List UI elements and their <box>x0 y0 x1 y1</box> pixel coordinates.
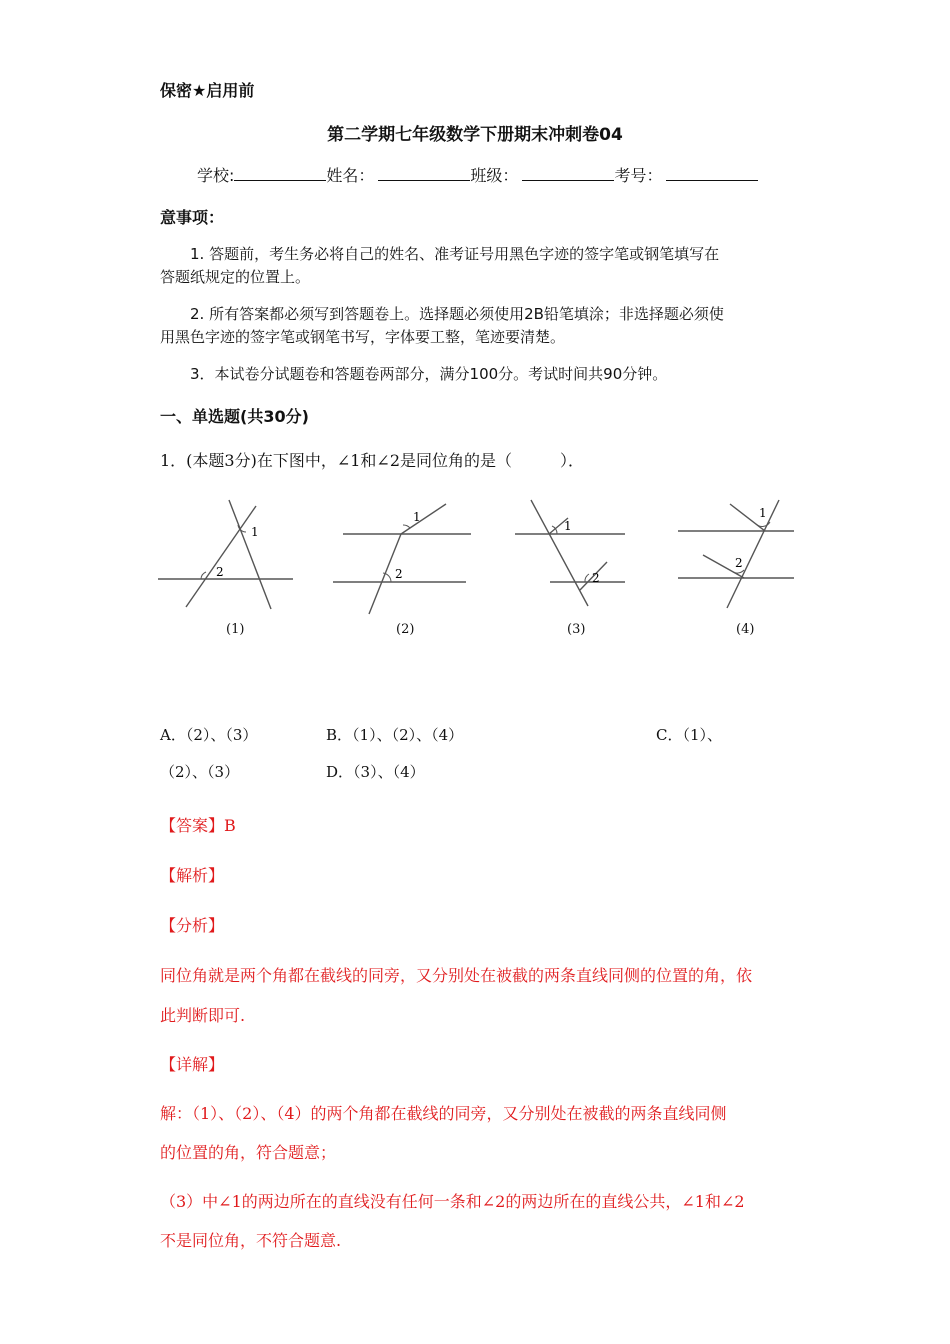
figure-4-angle-1-label: 1 <box>759 506 767 520</box>
confidential-label: 保密★启用前 <box>160 81 255 100</box>
figure-2-caption: (2) <box>396 622 415 637</box>
fenxi-line-1: 同位角就是两个角都在截线的同旁，又分别处在被截的两条直线同侧的位置的角，依 <box>160 966 753 985</box>
figure-1-diagram <box>158 490 298 615</box>
figure-3-caption: (3) <box>567 622 586 637</box>
detail-line-1: 解：（1）、（2）、（4）的两个角都在截线的同旁，又分别处在被截的两条直线同侧 <box>160 1104 727 1123</box>
note-1-line-1: 1. 答题前，考生务必将自己的姓名、准考证号用黑色字迹的签字笔或钢笔填写在 <box>190 245 720 263</box>
exam-number-blank[interactable] <box>666 164 758 181</box>
fenxi-line-2: 此判断即可. <box>160 1006 246 1025</box>
detail-line-3: （3）中∠1的两边所在的直线没有任何一条和∠2的两边所在的直线公共，∠1和∠2 <box>160 1192 745 1211</box>
note-2-line-1: 2. 所有答案都必须写到答题卷上。选择题必须使用2B铅笔填涂；非选择题必须使 <box>190 305 724 323</box>
figure-1-angle-2-label: 2 <box>216 565 224 579</box>
figure-2-diagram <box>333 490 473 615</box>
figure-2-angle-2-label: 2 <box>395 567 403 581</box>
class-label: 班级： <box>470 166 519 185</box>
note-2-line-2: 用黑色字迹的签字笔或钢笔书写，字体要工整，笔迹要清楚。 <box>160 328 566 346</box>
option-c[interactable]: C．（1）、 <box>656 726 723 744</box>
figure-3-diagram <box>510 490 650 615</box>
option-d[interactable]: D．（3）、（4） <box>326 763 425 781</box>
note-3: 3．本试卷分试题卷和答题卷两部分，满分100分。考试时间共90分钟。 <box>190 365 668 383</box>
school-label: 学校: <box>197 166 235 185</box>
figure-1-angle-1-label: 1 <box>251 525 259 539</box>
name-blank[interactable] <box>378 164 470 181</box>
figure-3-angle-1-label: 1 <box>564 519 572 533</box>
detail-tag: 【详解】 <box>160 1055 225 1074</box>
exam-number-label: 考号： <box>614 166 663 185</box>
figure-3 <box>510 490 650 615</box>
info-fields-row <box>197 163 758 186</box>
detail-line-2: 的位置的角，符合题意； <box>160 1143 337 1162</box>
option-c-continued[interactable]: （2）、（3） <box>160 763 240 781</box>
figure-4 <box>678 490 818 615</box>
class-blank[interactable] <box>522 164 614 181</box>
figure-2 <box>333 490 473 615</box>
fenxi-tag: 【分析】 <box>160 916 225 935</box>
note-1-line-2: 答题纸规定的位置上。 <box>160 268 311 286</box>
figure-4-diagram <box>678 490 818 615</box>
question-stem: 1．(本题3分)在下图中，∠1和∠2是同位角的是（ ）． <box>160 451 585 470</box>
option-a[interactable]: A．（2）、（3） <box>160 726 258 744</box>
notes-heading: 意事项： <box>160 208 225 227</box>
figure-1-caption: (1) <box>226 622 245 637</box>
detail-line-4: 不是同位角，不符合题意. <box>160 1231 342 1250</box>
section-heading: 一、单选题(共30分) <box>160 407 309 426</box>
page-title: 第二学期七年级数学下册期末冲刺卷04 <box>327 125 623 145</box>
figure-3-angle-2-label: 2 <box>592 571 600 585</box>
figure-2-angle-1-label: 1 <box>413 510 421 524</box>
answer-line: 【答案】B <box>160 816 236 835</box>
option-b[interactable]: B．（1）、（2）、（4） <box>326 726 464 744</box>
figure-4-angle-2-label: 2 <box>735 556 743 570</box>
figure-1 <box>158 490 298 615</box>
figure-4-caption: (4) <box>736 622 755 637</box>
analysis-tag: 【解析】 <box>160 866 225 885</box>
school-blank[interactable] <box>234 164 326 181</box>
name-label: 姓名： <box>326 166 375 185</box>
